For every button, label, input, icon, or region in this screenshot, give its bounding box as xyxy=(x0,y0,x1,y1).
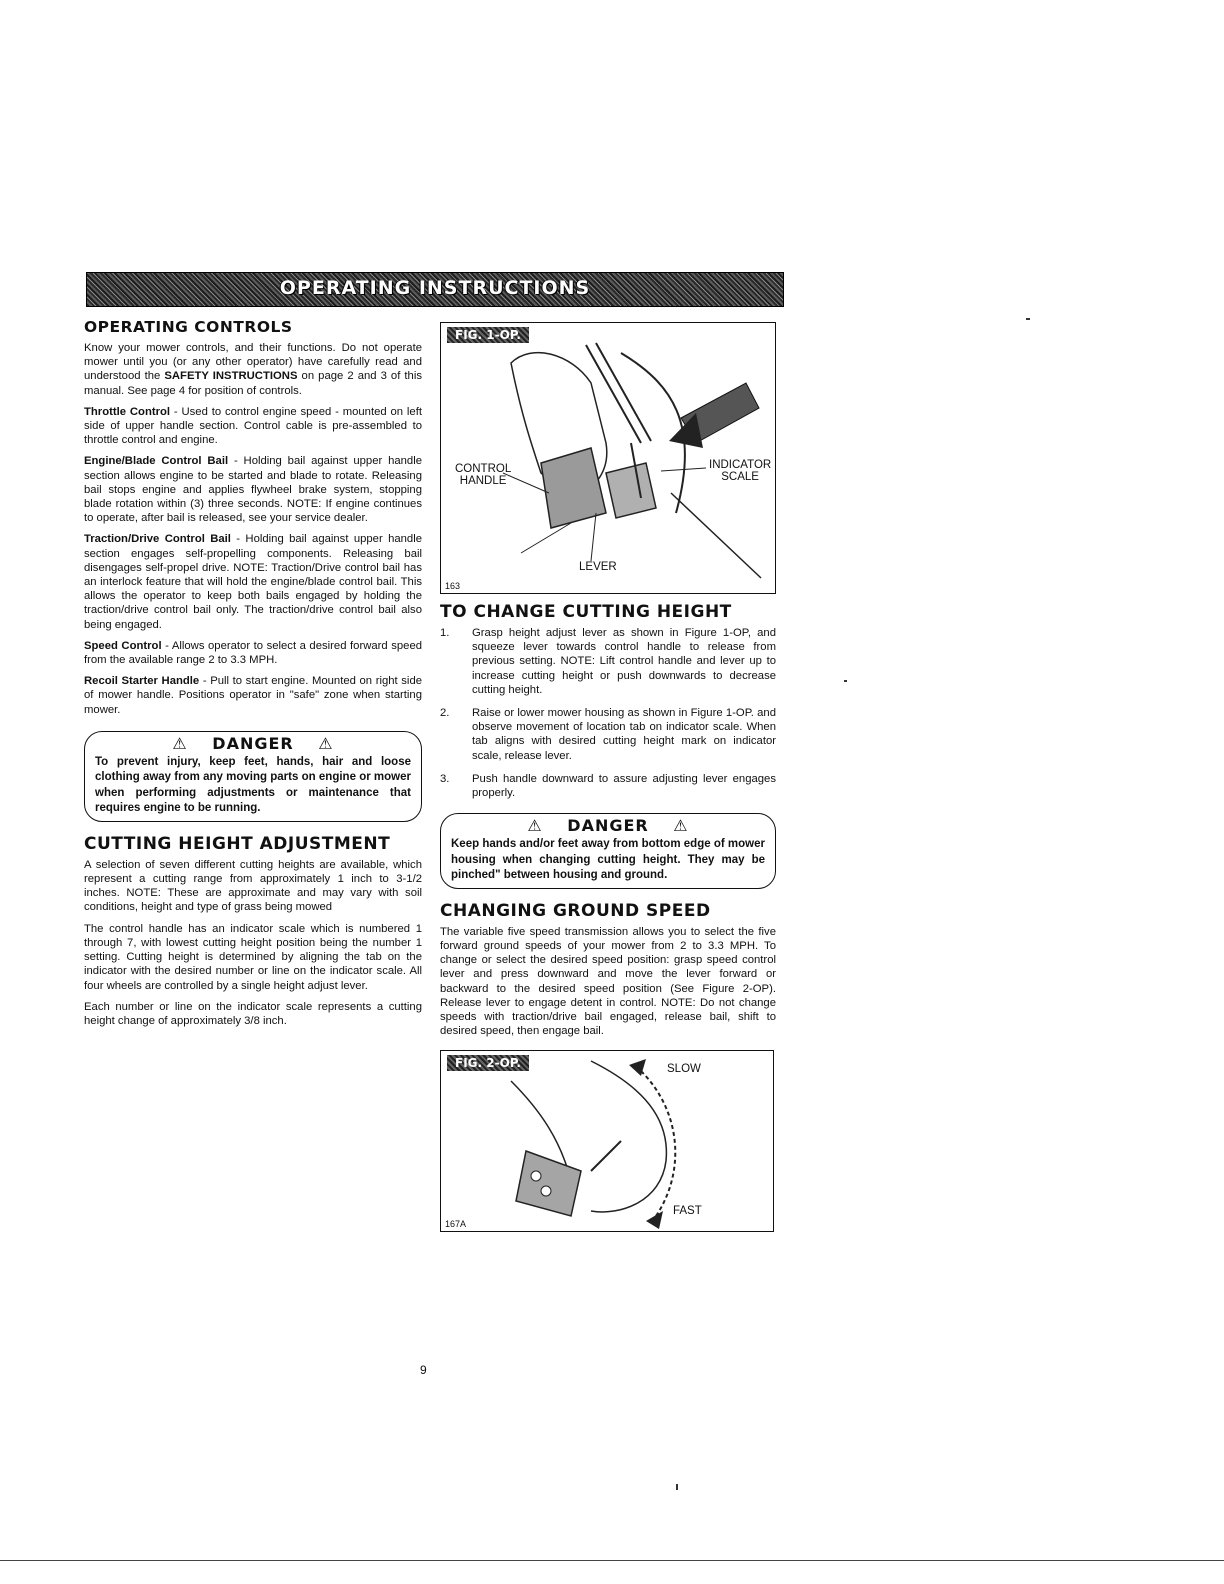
danger-text: Keep hands and/or feet away from bottom edge of mower housing when changing cutting height. They may be pinched" between housing and ground. xyxy=(451,838,765,882)
warning-triangle-icon: ⚠ xyxy=(318,733,334,753)
list-item: 3. Push handle downward to assure adjusting lever engages properly. xyxy=(440,772,776,800)
control-item-speed-control: Speed Control - Allows operator to select a desired forward speed from the available range 2 to 3.3 MPH. xyxy=(84,639,423,667)
scan-speck xyxy=(676,1484,678,1490)
changing-ground-speed-heading: CHANGING GROUND SPEED xyxy=(440,900,711,921)
page-bottom-edge xyxy=(0,1560,1224,1561)
label-control-handle: CONTROL HANDLE xyxy=(455,463,512,487)
change-cutting-height-heading: TO CHANGE CUTTING HEIGHT xyxy=(440,602,732,622)
section-banner xyxy=(86,272,784,307)
operating-controls-intro: Know your mower controls, and their functions. Do not operate mower until you (or any other operator) have carefully read and understood the SAFETY INSTRUCTIONS on page 2 and 3 of this manual. See page 4 for position of controls. xyxy=(84,342,422,397)
list-item: 1. Grasp height adjust lever as shown in Figure 1-OP, and squeeze lever towards control handle to release from previous setting. NOTE: Lift control handle and lever up to increase cutting height or push downwards to decrease cutting height. xyxy=(440,627,776,696)
label-fast: FAST xyxy=(673,1205,702,1218)
control-item-traction-drive-bail: Traction/Drive Control Bail - Holding bail against upper handle section engages self-propelling components. Releasing bail disengages self-propel drive. NOTE: Traction/Drive control bail has an interlock feature that will hold the engine/blade control bail. This allows the operator to keep both bails engaged by holding the traction/drive control bail only. The traction/drive control bail also being engaged. xyxy=(84,533,422,631)
ground-speed-paragraph: The variable five speed transmission allows you to select the five forward ground speeds of your mower from 2 to 3.3 MPH. To change or select the desired speed position: grasp speed control lever and press downward and move the lever forward or backward to the desired speed position (See Figure 2-OP). Release lever to engage detent in control. NOTE: Do not change speeds with traction/drive bail engaged, release bail, shift to desired speed, then engage bail. xyxy=(440,925,776,1038)
warning-triangle-icon: ⚠ xyxy=(172,733,188,753)
figure-code: 163 xyxy=(445,581,461,591)
right-column xyxy=(440,322,776,1232)
left-column xyxy=(84,318,422,1028)
cutting-height-paragraph-1: A selection of seven different cutting heights are available, which represent a cutting range from approximately 1 inch to 3-1/2 inches. NOTE: These are approximate and may vary with soil conditions, height and type of grass being mowed xyxy=(84,858,422,914)
label-indicator-scale: INDICATOR SCALE xyxy=(709,459,772,483)
cutting-height-steps xyxy=(440,626,776,800)
danger-box-housing xyxy=(440,813,776,889)
control-item-recoil-starter: Recoil Starter Handle - Pull to start engine. Mounted on right side of mower handle. Positions operator in "safe" zone when starting mower. xyxy=(84,675,423,716)
danger-text: To prevent injury, keep feet, hands, hair and loose clothing away from any moving parts on engine or mower when performing adjustments or maintenance that requires engine to be running. xyxy=(95,755,411,815)
figure-tag: FIG. 2-OP. xyxy=(447,1055,529,1071)
cutting-height-paragraph-2: The control handle has an indicator scale which is numbered 1 through 7, with lowest cutting height position being the number 1 setting. Cutting height is determined by aligning the tab on the indicator with the desired number or line on the indicator scale. All four wheels are controlled by a single height adjust lever. xyxy=(84,922,422,992)
danger-title: ⚠ DANGER ⚠ xyxy=(172,733,334,753)
label-lever: LEVER xyxy=(579,561,617,573)
warning-triangle-icon: ⚠ xyxy=(673,816,689,836)
figure-2-op xyxy=(440,1050,774,1232)
danger-box-adjustments xyxy=(84,731,422,822)
label-slow: SLOW xyxy=(667,1063,701,1076)
banner-title: OPERATING INSTRUCTIONS xyxy=(279,277,591,299)
figure-1-op xyxy=(440,322,776,594)
scan-speck xyxy=(844,680,847,682)
page-number: 9 xyxy=(420,1363,427,1377)
control-item-throttle: Throttle Control - Used to control engine speed - mounted on left side of upper handle section. Control cable is pre-assembled to throttle control and engine. xyxy=(84,405,422,447)
danger-title: ⚠ DANGER ⚠ xyxy=(527,816,689,836)
control-item-engine-blade-bail: Engine/Blade Control Bail - Holding bail against upper handle section allows engine to be started and blade to rotate. Releasing bail stops engine and applies flywheel brake system, stopping blade rotation within (3) three seconds. NOTE: If engine continues to operate, after bail is released, see your service dealer. xyxy=(84,455,423,525)
operating-controls-heading: OPERATING CONTROLS xyxy=(84,318,293,336)
scan-speck xyxy=(1026,318,1030,320)
height-adjust-illustration xyxy=(441,323,775,593)
list-item: 2. Raise or lower mower housing as shown in Figure 1-OP. and observe movement of location tab on indicator scale. When tab aligns with desired cutting height mark on indicator scale, release lever. xyxy=(440,707,776,762)
cutting-height-paragraph-3: Each number or line on the indicator scale represents a cutting height change of approximately 3/8 inch. xyxy=(84,1000,422,1027)
figure-tag: FIG. 1-OP. xyxy=(447,327,529,343)
speed-control-illustration xyxy=(441,1051,773,1231)
figure-code: 167A xyxy=(445,1219,467,1230)
cutting-height-adjustment-heading: CUTTING HEIGHT ADJUSTMENT xyxy=(84,833,391,854)
warning-triangle-icon: ⚠ xyxy=(527,816,543,836)
